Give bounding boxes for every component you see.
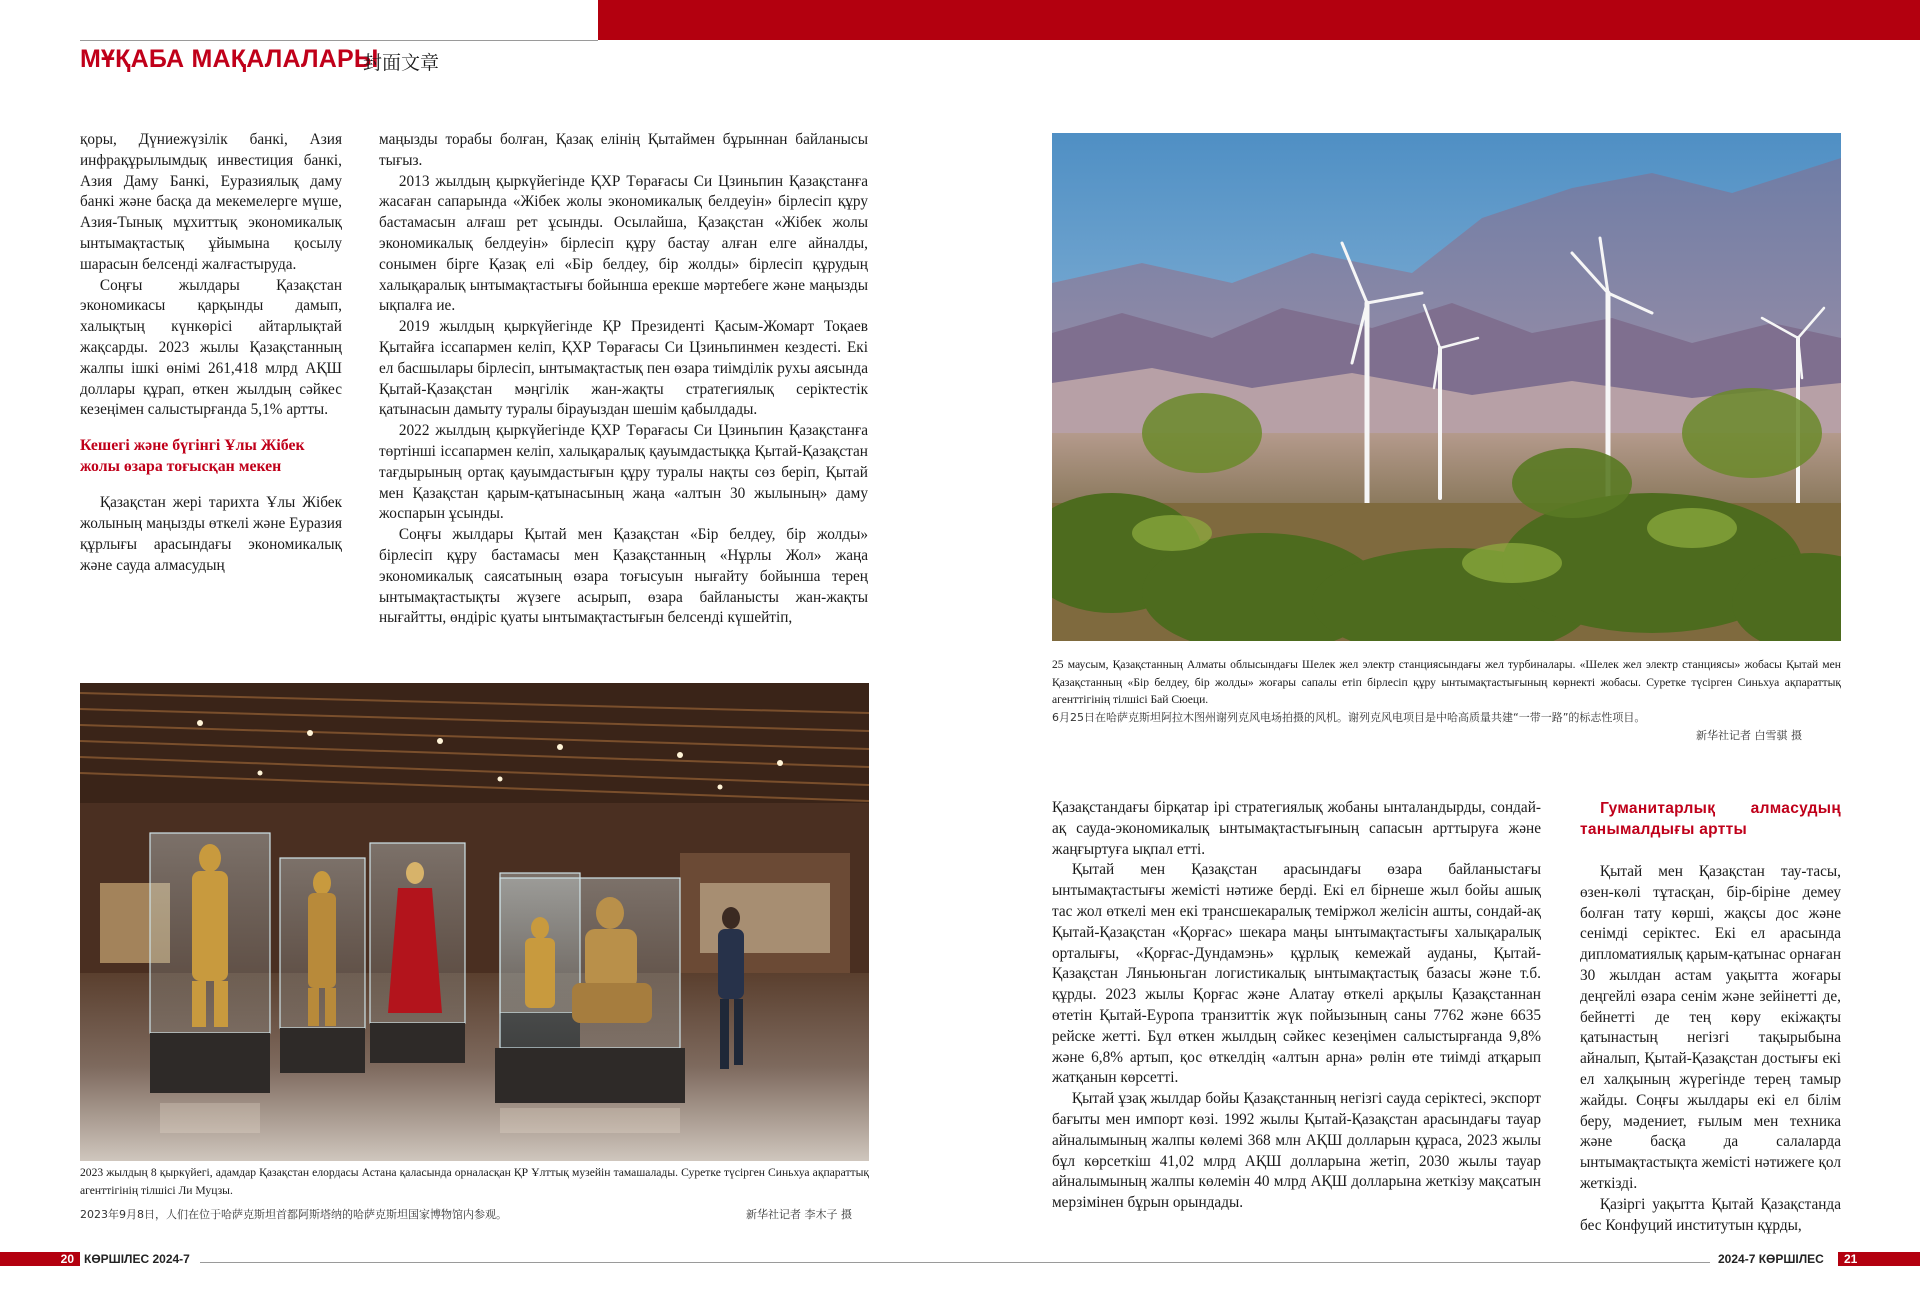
wind-photo-credit: 新华社记者 白雪骐 摄	[1696, 729, 1802, 742]
museum-photo	[80, 683, 869, 1161]
header-rule	[80, 40, 598, 41]
paragraph: 2022 жылдың қыркүйегінде ҚХР Төрағасы Си Цзиньпин Қазақстанға төртінші іссапармен келіп, халықаралық қауымдастыққа Қытай-Қазақстан тағдырының ортақ қауымдастығын құру туралы нақты сөз беріп, Қытай мен Қазақстан қарым-қатынасының жаңа «алтын 30 жылының» даму жоспарын ұсынды.	[379, 422, 868, 523]
paragraph: Қазақстандағы бірқатар ірі стратегиялық жобаны ынталандырды, сондай-ақ сауда-экономикалық ынтымақтастығының сапасын арттыруға және жаңғыртуға ықпал етті.	[1052, 799, 1541, 858]
paragraph: 2013 жылдың қыркүйегінде ҚХР Төрағасы Си Цзиньпин Қазақстанға жасаған сапарында «Жібек жолы экономикалық белдеуін» бірлесіп құру бастамасын алғаш рет ұсынды. Осылайша, Қазақстан «Жібек жолы экономикалық белдеуін» бірлесіп құру бастау алған елге айналды, сонымен бірге Қазақ елі «Бір белдеу, бір жолды» бірлесіп құрудың халықаралық ынтымақтастығы бойынша ерекше мәртебеге және маңызды ықпалға ие.	[379, 172, 868, 315]
paragraph: Қытай мен Қазақстан тау-тасы, өзен-көлі тұтасқан, бір-біріне демеу болған тату көрші, жақсы дос және сенімді серіктес. Екі ел арасында дипломатиялық қарым-қатынас орнаған 30 жылдан астам уақытта жоғары деңгейлі өзара сенім және зейінетті де, бейнетті де тең көру екіжақты қатынастың негізгі тақырыбына айналып, Қытай-Қазақстан достығы екі ел халқының жүрегінде терең тамыр жайды. Соңғы жылдары екі ел білім беру, мәдениет, ғылым мен техника және басқа да салаларда ынтымақтастықта жемісті нәтижеге қол жеткізді.	[1580, 863, 1842, 1192]
paragraph: Қытай мен Қазақстан арасындағы өзара байланыстағы ынтымақтастығы жемісті нәтиже берді. Екі ел бірнеше жыл бойы ашық тас жол өткелі мен екі трансшекаралық теміржол желісін ашты, сондай-ақ Қытай-Қазақстан «Қорғас» шекара маңы ынтымақтастығы халықаралық орталығы, «Қорғас-Дундамэнь» құрлық кемежай ауданы, Қытай-Қазақстан Ляньюньган логистикалық ынтымақтастық базасы және т.б. құрды. 2023 жылы Қорғас және Алатау өткелі арқылы Қазақстаннан өтетін Қытай-Еуропа транзиттік жүк пойызының саны 7762 және 6635 рейске жетті. Бұл өткен жылдың сәйкес кезеңімен салыстырғанда 9,8% және 6,8% артып, қос өткелдің «алтын арна» рөлін өте тиімді атқарып жатқанын көрсетті.	[1052, 861, 1541, 1087]
right-column-1	[1052, 798, 1541, 1214]
wind-photo-caption: 25 маусым, Қазақстанның Алматы облысындағы Шелек жел электр станциясындағы жел турбиналары. «Шелек жел электр станциясы» жобасы Қытай мен Қазақстанның «Бір белдеу, бір жолды» жоғары сапалы етіп бірлесіп құру ынтымақтастығының көрнекті жобасы. Суретке түсірген Синьхуа ақпараттық агенттігінің тілшісі Бай Сюеци.	[1052, 658, 1841, 706]
left-footer-rule	[200, 1262, 970, 1263]
paragraph: Қазіргі уақытта Қытай Қазақстанда бес Конфуций институтын құрды,	[1580, 1195, 1841, 1234]
paragraph: 2019 жылдың қыркүйегінде ҚР Президенті Қасым-Жомарт Тоқаев Қытайға іссапармен келіп, ҚХР Төрағасы Си Цзиньпинмен кездесті. Екі ел басшылары бірлесіп, ынтымақтастық пен өзара тиімділік рухы аясында Қытай-Қазақстан мәңгілік жан-жақты стратегиялық серіктестік қатынасын дамыту туралы бірауыздан шешім қабылдады.	[379, 318, 868, 419]
wind-photo-caption-chinese: 6月25日在哈萨克斯坦阿拉木图州谢列克风电场拍摄的风机。谢列克风电项目是中哈高质量共建“一带一路”的标志性项目。	[1052, 711, 1646, 724]
paragraph: Соңғы жылдары Қытай мен Қазақстан «Бір белдеу, бір жолды» бірлесіп құру бастамасы мен Қазақстанның «Нұрлы Жол» жаңа экономикалық саясатының өзара тоғысуын нығайту бойынша терең ынтымақтастықты жүзеге асырып, өзара байланысты жан-жақты нығайтты, өндіріс қуаты ынтымақтастығын белсенді күшейтіп,	[379, 526, 868, 627]
paragraph: Қазақстан жері тарихта Ұлы Жібек жолының маңызды өткелі және Еуразия құрлығы арасындағы экономикалық және сауда алмасудың	[80, 494, 342, 574]
right-footer-rule	[960, 1262, 1710, 1263]
museum-photo-caption-chinese: 2023年9月8日，人们在位于哈萨克斯坦首都阿斯塔纳的哈萨克斯坦国家博物馆内参观。	[80, 1208, 507, 1221]
subheading: Кешегі және бүгінгі Ұлы Жібек жолы өзара тоғысқан мекен	[80, 437, 305, 476]
paragraph: қоры, Дүниежүзілік банкі, Азия инфрақұрылымдық инвестиция банкі, Азия Даму Банкі, Еуразиялық даму банкі және басқа да мекемелерге мүше, Азия-Тынық мұхиттық экономикалық ынтымақтастық ұйымына қосылу шарасын белсенді жалғастыруда.	[80, 131, 342, 273]
left-column-1	[80, 130, 342, 576]
right-footer-label: 2024-7 КӨРШІЛЕС	[1718, 1252, 1824, 1266]
right-page-number: 21	[1838, 1252, 1920, 1266]
museum-photo-credit: 新华社记者 李木子 摄	[746, 1208, 852, 1221]
section-title: МҰҚАБА МАҚАЛАЛАРЫ	[80, 45, 379, 73]
left-page-number: 20	[0, 1252, 80, 1266]
subheading: Гуманитарлық алмасудың танымалдығы артты	[1580, 800, 1841, 838]
paragraph: маңызды торабы болған, Қазақ елінің Қытаймен бұрыннан байланысы тығыз.	[379, 131, 868, 169]
paragraph: Қытай ұзақ жылдар бойы Қазақстанның негізгі сауда серіктесі, экспорт бағыты мен импорт көзі. 1992 жылы Қытай-Қазақстан арасындағы тауар айналымының жалпы көлемі 368 млн АҚШ долларын құраса, 2023 жылы бұл көрсеткіш 41,02 млрд АҚШ долларына жетіп, 2030 жылы тауар айналымының жалпы көлемін 40 млрд АҚШ долларына жеткізу мақсатын мерзімінен бұрын орындады.	[1052, 1090, 1541, 1212]
left-footer-label: КӨРШІЛЕС 2024-7	[84, 1252, 190, 1266]
museum-photo-caption: 2023 жылдың 8 қыркүйегі, адамдар Қазақстан елордасы Астана қаласында орналасқан ҚР Ұлттық музейін тамашалады. Суретке түсірген Синьхуа ақпараттық агенттігінің тілшісі Ли Муцзы.	[80, 1166, 869, 1197]
right-column-2	[1580, 798, 1841, 1236]
wind-turbine-photo	[1052, 133, 1841, 641]
paragraph: Соңғы жылдары Қазақстан экономикасы қарқынды дамып, халықтың күнкөрісі айтарлықтай жақсарды. 2023 жылы Қазақстанның жалпы ішкі өнімі 261,418 млрд АҚШ доллары құрап, өткен жылдың сәйкес кезеңімен салыстырғанда 5,1% артты.	[80, 276, 342, 419]
section-title-chinese: 封面文章	[363, 52, 440, 74]
left-column-2	[379, 130, 868, 629]
top-red-bar	[598, 0, 1920, 40]
